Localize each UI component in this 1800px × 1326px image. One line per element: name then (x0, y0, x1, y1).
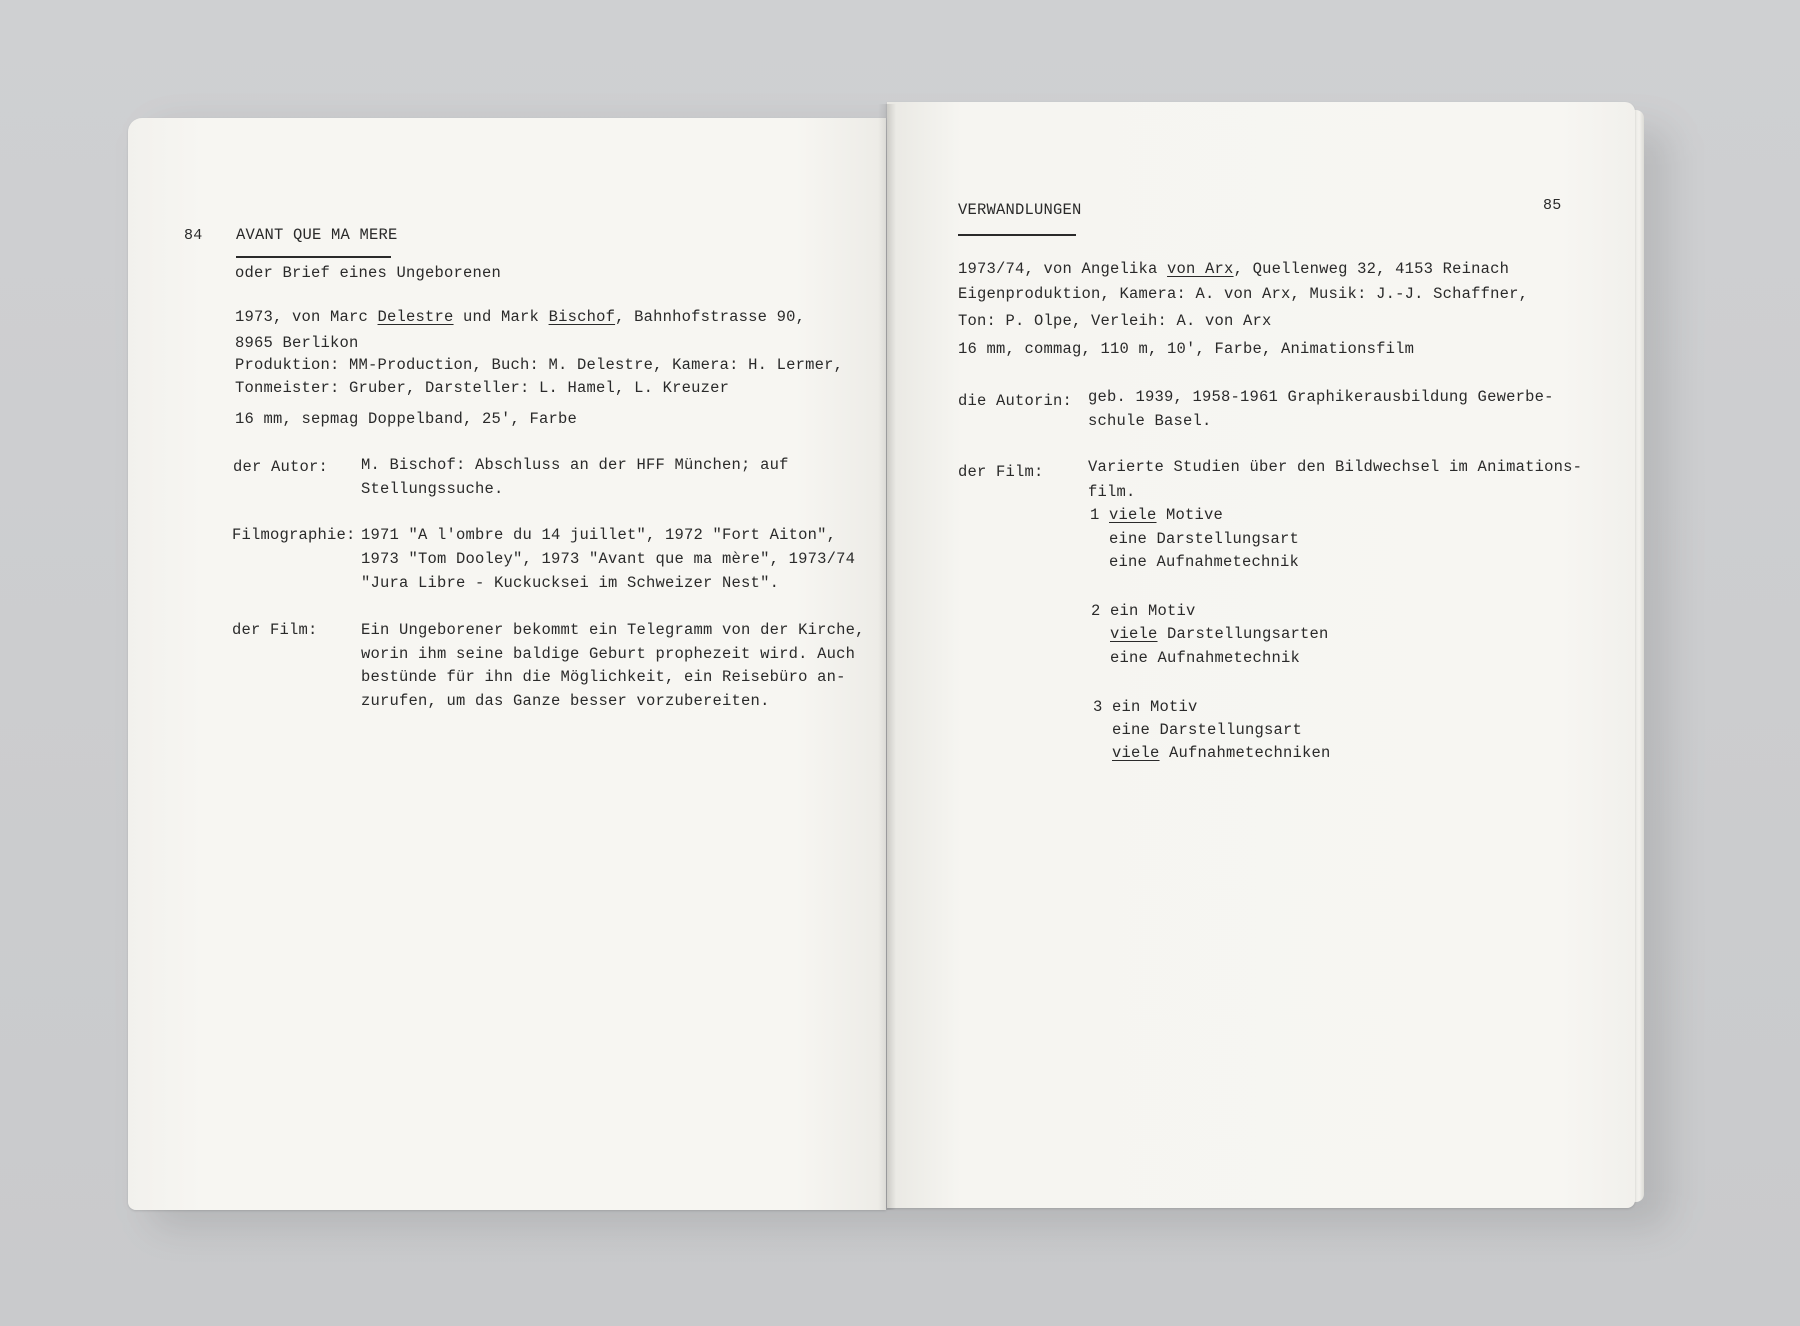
autorin-line: schule Basel. (1088, 412, 1212, 430)
book-spine (878, 104, 896, 1210)
credits-line-2: 8965 Berlikon (235, 334, 359, 352)
list-item-line: eine Aufnahmetechnik (1109, 553, 1300, 571)
credits-line-1-right: 1973/74, von Angelika von Arx, Quellenweg 32, 4153 Reinach (958, 260, 1510, 278)
film-title-left: AVANT QUE MA MERE (236, 226, 398, 244)
list-item-line: eine Aufnahmetechnik (1110, 649, 1301, 667)
credits-line-4: Tonmeister: Gruber, Darsteller: L. Hamel, L. Kreuzer (235, 379, 730, 397)
film-desc-line: bestünde für ihn die Möglichkeit, ein Reisebüro an- (361, 668, 846, 686)
film-desc-line: Ein Ungeborener bekommt ein Telegramm von der Kirche, (361, 621, 865, 639)
film-desc-line-right: film. (1088, 483, 1136, 501)
page-number-right: 85 (1543, 197, 1562, 214)
autorin-label: die Autorin: (958, 392, 1073, 410)
list-item-number: 1 (1090, 506, 1100, 524)
autor-line: M. Bischof: Abschluss an der HFF München; auf (361, 456, 789, 474)
film-label-left: der Film: (232, 621, 318, 639)
film-desc-line: zurufen, um das Ganze besser vorzubereiten. (361, 692, 770, 710)
title-rule-right (958, 234, 1076, 236)
list-item-line: ein Motiv (1110, 602, 1196, 620)
filmographie-line: 1971 "A l'ombre du 14 juillet", 1972 "Fort Aiton", (361, 526, 837, 544)
film-subtitle: oder Brief eines Ungeborenen (235, 264, 502, 282)
autor-line: Stellungssuche. (361, 480, 504, 498)
autorin-line: geb. 1939, 1958-1961 Graphikerausbildung Gewerbe- (1088, 388, 1554, 406)
filmographie-line: 1973 "Tom Dooley", 1973 "Avant que ma mère", 1973/74 (361, 550, 856, 568)
page-number-left: 84 (184, 227, 203, 244)
format-line-right: 16 mm, commag, 110 m, 10', Farbe, Animationsfilm (958, 340, 1415, 358)
film-label-right: der Film: (958, 463, 1044, 481)
credits-line-3-right: Ton: P. Olpe, Verleih: A. von Arx (958, 312, 1272, 330)
list-item-line: viele Darstellungsarten (1110, 625, 1329, 643)
credits-line-2-right: Eigenproduktion, Kamera: A. von Arx, Musik: J.-J. Schaffner, (958, 285, 1529, 303)
list-item-number: 3 (1093, 698, 1103, 716)
filmographie-line: "Jura Libre - Kuckucksei im Schweizer Nest". (361, 574, 780, 592)
list-item-line: ein Motiv (1112, 698, 1198, 716)
film-desc-line: worin ihm seine baldige Geburt prophezeit wird. Auch (361, 645, 856, 663)
list-item-line: viele Aufnahmetechniken (1112, 744, 1331, 762)
credits-line-1: 1973, von Marc Delestre und Mark Bischof, Bahnhofstrasse 90, (235, 308, 806, 326)
autor-label: der Autor: (233, 458, 329, 476)
list-item-number: 2 (1091, 602, 1101, 620)
credits-line-3: Produktion: MM-Production, Buch: M. Delestre, Kamera: H. Lermer, (235, 356, 844, 374)
list-item-line: eine Darstellungsart (1112, 721, 1303, 739)
film-desc-line-right: Varierte Studien über den Bildwechsel im Animations- (1088, 458, 1583, 476)
format-line-left: 16 mm, sepmag Doppelband, 25', Farbe (235, 410, 578, 428)
list-item-line: viele Motive (1109, 506, 1224, 524)
title-rule-left (236, 256, 391, 258)
film-title-right: VERWANDLUNGEN (958, 201, 1082, 219)
filmographie-label: Filmographie: (232, 526, 356, 544)
list-item-line: eine Darstellungsart (1109, 530, 1300, 548)
